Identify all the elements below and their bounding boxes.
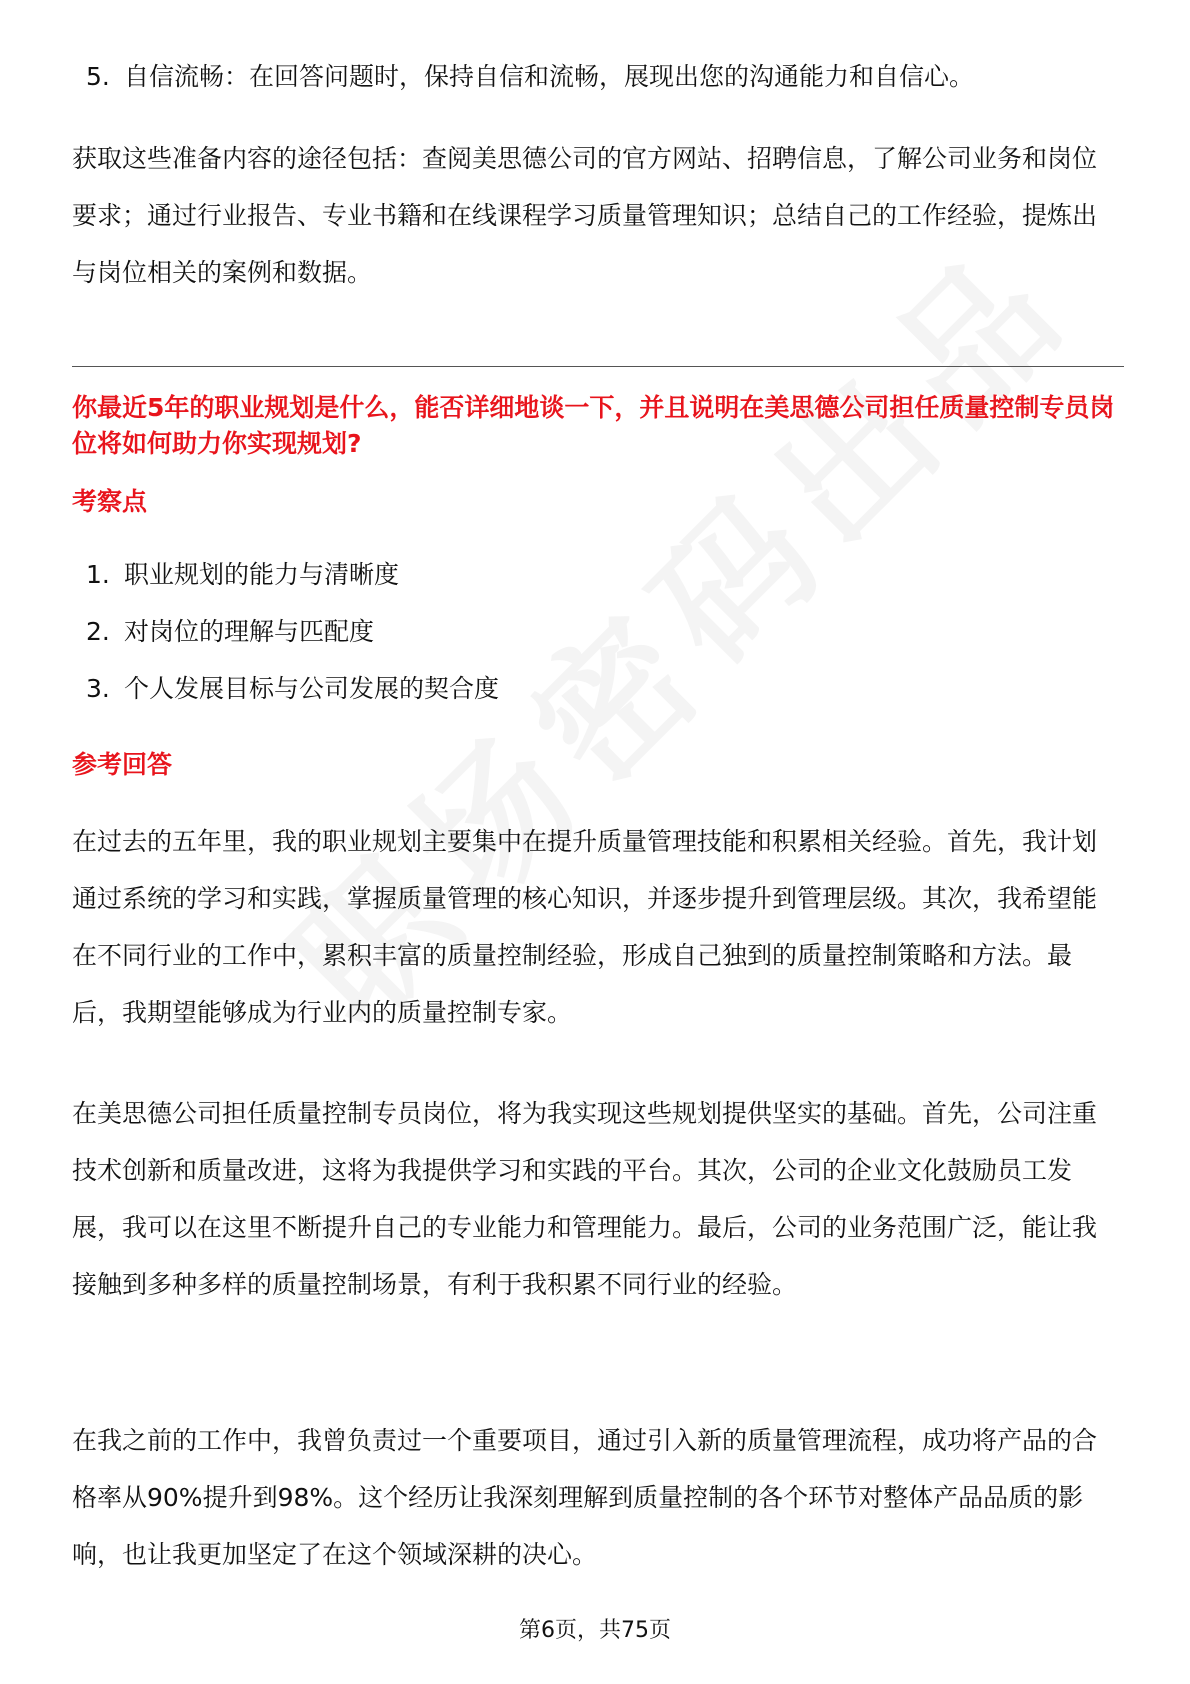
reference-answer-label: 参考回答 bbox=[72, 750, 173, 779]
assessment-item-number: 3. bbox=[86, 674, 110, 703]
assessment-item bbox=[86, 558, 399, 592]
assessment-item-number: 1. bbox=[86, 560, 110, 589]
list-item-text: 自信流畅：在回答问题时，保持自信和流畅，展现出您的沟通能力和自信心。 bbox=[124, 62, 975, 91]
assessment-item-text: 对岗位的理解与匹配度 bbox=[124, 617, 375, 646]
assessment-label: 考察点 bbox=[72, 487, 148, 516]
interview-question: 你最近5年的职业规划是什么，能否详细地谈一下，并且说明在美思德公司担任质量控制专员岗位将如何助力你实现规划? bbox=[72, 393, 1115, 458]
assessment-item bbox=[86, 615, 374, 649]
prep-paragraph: 获取这些准备内容的途径包括：查阅美思德公司的官方网站、招聘信息，了解公司业务和岗位要求；通过行业报告、专业书籍和在线课程学习质量管理知识；总结自己的工作经验，提炼出与岗位相关的案例和数据。 bbox=[72, 144, 1098, 287]
answer-paragraph: 在美思德公司担任质量控制专员岗位，将为我实现这些规划提供坚实的基础。首先，公司注重技术创新和质量改进，这将为我提供学习和实践的平台。其次，公司的企业文化鼓励员工发展，我可以在这里不断提升自己的专业能力和管理能力。最后，公司的业务范围广泛，能让我接触到多种多样的质量控制场景，有利于我积累不同行业的经验。 bbox=[72, 1099, 1098, 1299]
list-item-number: 5. bbox=[86, 62, 110, 91]
assessment-item-number: 2. bbox=[86, 617, 110, 646]
answer-paragraph: 在我之前的工作中，我曾负责过一个重要项目，通过引入新的质量管理流程，成功将产品的合格率从90%提升到98%。这个经历让我深刻理解到质量控制的各个环节对整体产品品质的影响，也让我更加坚定了在这个领域深耕的决心。 bbox=[72, 1426, 1098, 1569]
section-divider bbox=[72, 366, 1124, 367]
assessment-item-text: 职业规划的能力与清晰度 bbox=[124, 560, 400, 589]
page-number: 第6页，共75页 bbox=[519, 1618, 671, 1643]
answer-paragraph: 在过去的五年里，我的职业规划主要集中在提升质量管理技能和积累相关经验。首先，我计划通过系统的学习和实践，掌握质量管理的核心知识，并逐步提升到管理层级。其次，我希望能在不同行业的工作中，累积丰富的质量控制经验，形成自己独到的质量控制策略和方法。最后，我期望能够成为行业内的质量控制专家。 bbox=[72, 827, 1098, 1027]
assessment-item-text: 个人发展目标与公司发展的契合度 bbox=[124, 674, 500, 703]
assessment-item bbox=[86, 672, 499, 706]
list-item bbox=[86, 60, 974, 94]
